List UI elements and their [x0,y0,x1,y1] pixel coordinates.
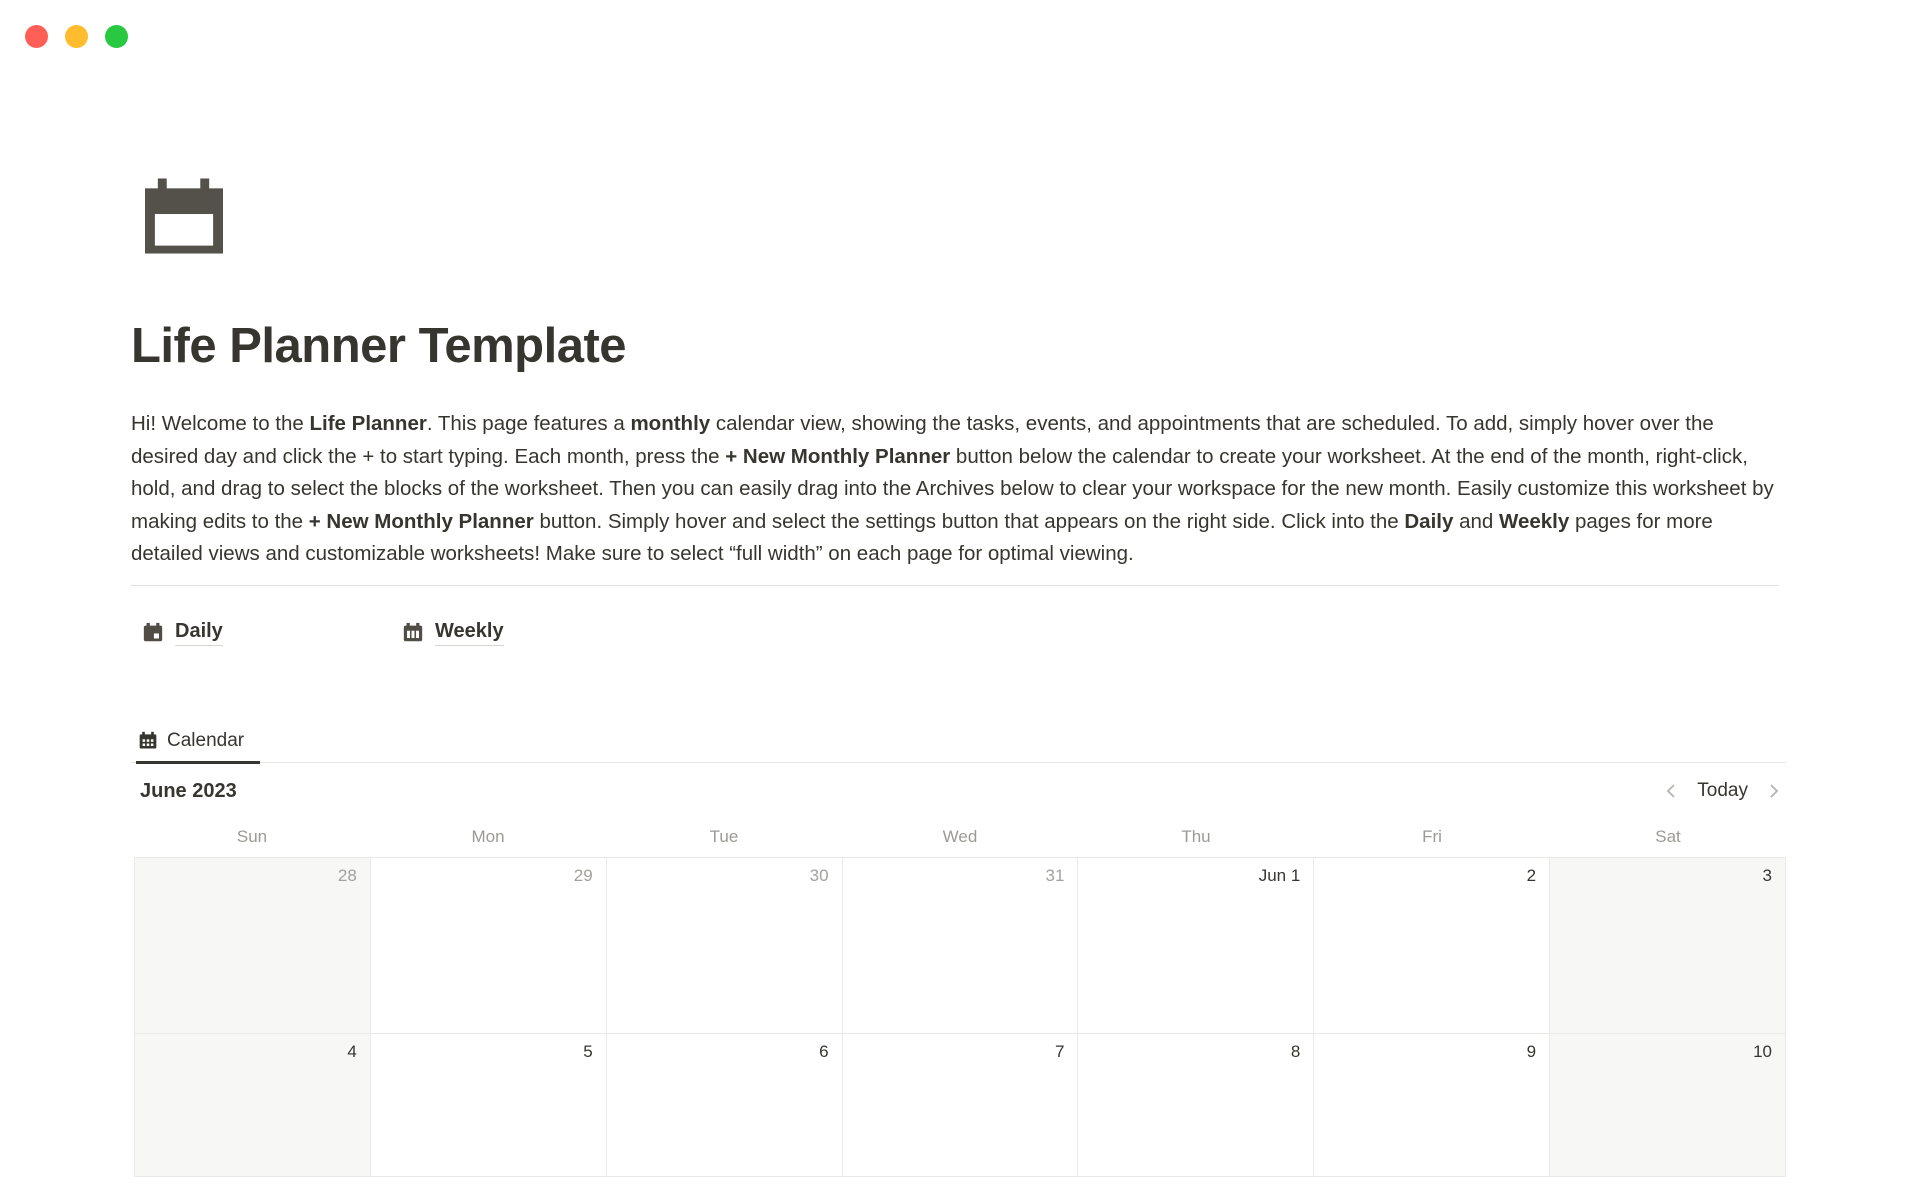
calendar-header [131,778,1786,810]
calendar-day-cell[interactable] [1314,858,1550,1034]
calendar-day-icon [142,622,164,644]
month-label: June 2023 [140,780,237,802]
weekday-label: Tue [709,827,739,846]
weekday-label: Wed [942,827,978,846]
calendar-day-cell[interactable] [135,1034,371,1177]
page-title: Life Planner Template [131,319,627,373]
traffic-light-close[interactable] [25,25,48,48]
day-number: 3 [1762,866,1772,885]
day-number: Jun 1 [1258,866,1301,885]
day-number: 31 [1045,866,1065,885]
link-daily-label: Daily [175,620,223,646]
weekday-label: Sun [236,827,268,846]
intro-text: Hi! Welcome to the Life Planner. This page features a monthly calendar view, showing the tasks, events, and appointments that are scheduled. To add, simply hover over the desired day and click the + to start typing. Each month, press the + New Monthly Planner button below the calendar to create your worksheet. At the end of the month, right-click, hold, and drag to select the blocks of the worksheet. Then you can easily drag into the Archives below to clear your workspace for the new month. Easily customize this worksheet by making edits to the + New Monthly Planner button. Simply hover and select the settings button that appears on the right side. Click into the Daily and Weekly pages for more detailed views and customizable worksheets! Make sure to select “full width” on each page for optimal viewing. [131,412,1774,565]
day-number: 10 [1753,1042,1772,1061]
calendar-day-cell[interactable] [1314,1034,1550,1177]
day-number: 6 [819,1042,829,1061]
traffic-light-minimize[interactable] [65,25,88,48]
calendar-day-cell[interactable] [1550,858,1786,1034]
day-number: 29 [573,866,593,885]
link-weekly-label: Weekly [435,620,504,646]
link-weekly[interactable] [402,612,504,654]
divider [131,585,1779,586]
weekday-label: Sat [1655,827,1681,846]
today-button[interactable]: Today [1697,780,1748,801]
tab-calendar-label: Calendar [167,730,245,751]
calendar-grid-icon [138,731,158,751]
page-links [131,612,1786,654]
chevron-left-icon[interactable] [1661,780,1683,802]
traffic-light-zoom[interactable] [105,25,128,48]
link-daily[interactable] [142,612,223,654]
calendar-day-cell[interactable] [1078,858,1314,1034]
calendar-day-cell[interactable] [843,858,1079,1034]
calendar-day-cell[interactable] [607,1034,843,1177]
day-number: 4 [347,1042,357,1061]
chevron-right-icon[interactable] [1762,780,1784,802]
window-controls [25,25,128,48]
weekday-row [134,827,1786,847]
calendar-day-cell[interactable] [1078,1034,1314,1177]
calendar-grid [134,857,1786,1177]
weekday-label: Thu [1181,827,1211,846]
day-number: 9 [1526,1042,1537,1061]
view-tabs [131,727,1786,763]
calendar-nav [1661,780,1784,802]
weekday-label: Mon [471,827,505,846]
calendar-week-icon [402,622,424,644]
page-calendar-icon[interactable] [145,178,223,254]
calendar-day-cell[interactable] [371,858,607,1034]
page [131,0,1786,1200]
calendar-day-cell[interactable] [135,858,371,1034]
day-number: 28 [337,866,357,885]
day-number: 2 [1526,866,1537,885]
day-number: 30 [809,866,829,885]
day-number: 5 [583,1042,593,1061]
calendar-day-cell[interactable] [843,1034,1079,1177]
weekday-label: Fri [1422,827,1442,846]
tab-calendar[interactable] [136,730,260,764]
day-number: 7 [1054,1042,1065,1061]
calendar-day-cell[interactable] [371,1034,607,1177]
day-number: 8 [1290,1042,1301,1061]
calendar-day-cell[interactable] [607,858,843,1034]
calendar-day-cell[interactable] [1550,1034,1786,1177]
